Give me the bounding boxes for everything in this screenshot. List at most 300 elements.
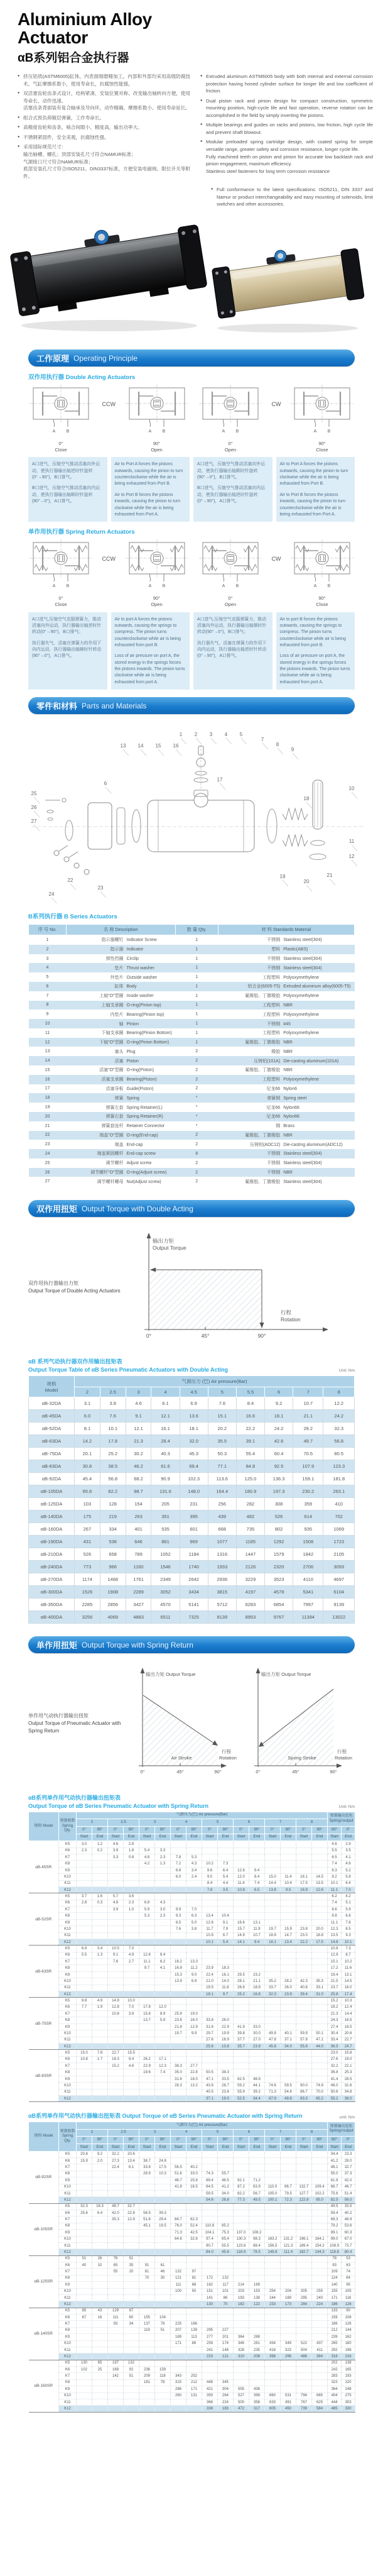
torque-cell: 295 — [296, 2294, 312, 2301]
torque-cell: 169 — [249, 2282, 265, 2288]
part-qty-cell: 1 — [195, 1040, 198, 1045]
torque-cell — [108, 1965, 124, 1971]
torque-cell: 11.1 — [328, 1919, 342, 1925]
model-cell: αB-105SR — [29, 2203, 59, 2255]
torque-cell — [77, 2164, 92, 2171]
torque-cell: 13.4 — [124, 2158, 139, 2164]
torque-cell — [77, 2184, 92, 2190]
torque-cell: 5.0 — [186, 1919, 202, 1925]
torque-cell — [92, 2184, 108, 2190]
torque-cell: 526 — [265, 1511, 293, 1523]
torque-cell — [155, 2242, 171, 2248]
rotation-ccw-label: CCW — [102, 401, 116, 408]
actuator-schematic — [28, 539, 94, 608]
part-no-cell: 2 — [46, 947, 49, 952]
torque-cell — [171, 2197, 186, 2203]
svg-text:A: A — [148, 584, 151, 589]
torque-cell: 2.8 — [77, 1900, 92, 1906]
material-cn: 不锈钢 — [267, 957, 281, 962]
torque-cell — [218, 1900, 234, 1906]
torque-cell — [249, 2203, 265, 2210]
torque-cell: 33.5 — [218, 2076, 234, 2082]
torque-cell: 99.0 — [328, 2236, 342, 2242]
torque-cell — [312, 2171, 328, 2177]
part-name-en: Outside washer — [126, 975, 158, 980]
part-material-cell — [218, 982, 354, 991]
torque-cell: 71.3 — [171, 2230, 186, 2236]
part-name-cell — [67, 954, 176, 964]
torque-cell — [265, 2177, 281, 2184]
torque-cell: 27.3 — [108, 2158, 124, 2164]
torque-cell: 17.2 — [328, 1965, 342, 1971]
torque-cell — [218, 2269, 234, 2275]
svg-text:90°: 90° — [214, 1769, 222, 1775]
torque-cell: 265 — [328, 2340, 342, 2347]
torque-cell: 6.3 — [186, 1913, 202, 1919]
torque-cell: 12.9 — [124, 2216, 139, 2223]
torque-cell: 171 — [171, 2340, 186, 2347]
torque-cell: 20.1 — [75, 1448, 100, 1460]
torque-cell: 9139 — [323, 1599, 355, 1611]
torque-cell — [92, 1913, 108, 1919]
torque-cell — [108, 2379, 124, 2386]
torque-cell: 182.7 — [296, 2249, 312, 2255]
table-row — [29, 1460, 355, 1473]
torque-cell: 33.0 — [249, 2023, 265, 2030]
torque-cell — [139, 2249, 155, 2255]
angle-label: 90° — [153, 441, 161, 447]
torque-cell — [108, 2301, 124, 2308]
torque-cell — [234, 2360, 249, 2366]
torque-cell: 121 — [171, 2275, 186, 2281]
part-qty-cell: 1 — [195, 947, 198, 952]
torque-cell: 21.1 — [249, 1978, 265, 1984]
torque-cell: 3.1 — [75, 1397, 100, 1410]
torque-cell — [124, 2236, 139, 2242]
double-acting-torque-table — [28, 1375, 355, 1624]
torque-cell — [312, 2023, 328, 2030]
torque-cell — [312, 2230, 328, 2236]
torque-cell: 21.3 — [126, 1435, 151, 1448]
torque-cell: 45.1 — [139, 2223, 155, 2229]
torque-cell: 3.5 — [218, 1886, 234, 1893]
torque-cell: 34.0 — [218, 2190, 234, 2196]
material-cn: 氟橡胶、丁腈橡胶 — [245, 1133, 281, 1138]
angle-label: 0° — [228, 595, 233, 602]
part-no-cell: 24 — [45, 1151, 50, 1156]
torque-cell: 181 — [139, 2379, 155, 2386]
part-name-cell — [67, 1131, 176, 1140]
torque-cell: 1.6 — [92, 1893, 108, 1900]
torque-cell: 40.1 — [281, 2030, 296, 2037]
torque-cell: 183 — [218, 2406, 234, 2412]
torque-cell: 10.4 — [281, 1880, 296, 1886]
deg0-header: 0° — [265, 1826, 281, 1834]
spring-qty-cell: K7 — [59, 2164, 77, 2171]
air-stroke-chart — [124, 1659, 239, 1788]
table-row — [29, 2269, 355, 2275]
torque-cell — [171, 1946, 186, 1952]
torque-cell: 12.3 — [155, 2063, 171, 2069]
spring-qty-cell: K6 — [59, 2262, 77, 2269]
torque-cell: 24.2 — [265, 1423, 293, 1435]
end-header: End — [186, 1834, 202, 1841]
parts-materials-table — [28, 924, 355, 1186]
torque-cell: 3.4 — [92, 1946, 108, 1952]
model-cell: αB-83DA — [29, 1460, 75, 1473]
part-name-cn: 弹簧左套 — [105, 1105, 124, 1110]
torque-cell: 31.6 — [342, 2083, 355, 2089]
torque-cell — [171, 1998, 186, 2004]
torque-cell: 69.4 — [202, 2177, 218, 2184]
torque-cell — [249, 1900, 265, 1906]
torque-cell: 935 — [293, 1523, 323, 1536]
part-callout-6: 6 — [104, 781, 107, 787]
torque-cell: 658 — [100, 1548, 126, 1561]
table-row — [29, 2308, 355, 2314]
torque-cell — [108, 2392, 124, 2399]
da-torque-chart-svg — [124, 1223, 350, 1348]
torque-cell: 12.1 — [126, 1423, 151, 1435]
part-name-cell — [67, 1001, 176, 1010]
torque-cell — [281, 1952, 296, 1958]
torque-cell — [124, 1971, 139, 1978]
torque-cell — [202, 1946, 218, 1952]
torque-cell: 139 — [186, 2327, 202, 2333]
table-row — [29, 991, 355, 1001]
torque-cell: 4.6 — [124, 2063, 139, 2069]
part-name-cell — [67, 1065, 176, 1075]
pressure-value-header: 4 — [151, 1387, 180, 1397]
torque-cell: 59.9 — [296, 2030, 312, 2037]
torque-cell — [202, 1847, 218, 1854]
torque-cell — [124, 1991, 139, 1997]
table-row — [29, 2399, 355, 2405]
torque-cell: 6.5 — [328, 1854, 342, 1861]
angle-label: 0° — [58, 595, 63, 602]
torque-cell — [234, 2203, 249, 2210]
torque-cell: 51.4 — [342, 2190, 355, 2196]
table-row — [29, 1047, 355, 1056]
torque-cell — [218, 2203, 234, 2210]
torque-cell: 231 — [180, 1498, 208, 1511]
torque-cell: 19.0 — [186, 2011, 202, 2017]
torque-cell — [218, 2367, 234, 2373]
part-no-cell: 21 — [45, 1123, 50, 1128]
deg90-header: 90° — [281, 2137, 296, 2144]
torque-cell: 72.3 — [281, 2197, 296, 2203]
torque-cell — [77, 2406, 92, 2412]
torque-cell: 10.4 — [218, 1913, 234, 1919]
torque-cell: 51 — [124, 2255, 139, 2262]
table-row — [29, 1867, 355, 1873]
torque-cell — [202, 2011, 218, 2017]
torque-cell: 283 — [328, 2373, 342, 2379]
part-callout-11: 11 — [348, 839, 355, 845]
torque-cell: 69.4 — [180, 1460, 208, 1473]
torque-cell: 1.9 — [92, 2004, 108, 2010]
torque-cell — [265, 2069, 281, 2076]
torque-cell — [281, 2308, 296, 2314]
torque-cell: 14.9 — [234, 1932, 249, 1939]
model-cell: αB-105DA — [29, 1485, 75, 1498]
torque-cell — [234, 2210, 249, 2216]
torque-cell — [281, 2158, 296, 2164]
torque-cell: 6.7 — [218, 1932, 234, 1939]
deg90-header: 90° — [249, 2137, 265, 2144]
torque-cell — [265, 1965, 281, 1971]
torque-cell: 5.3 — [186, 1854, 202, 1861]
torque-cell: 49.5 — [249, 2197, 265, 2203]
torque-cell: 122 — [249, 2301, 265, 2308]
material-cn: 橡胶 — [271, 1049, 281, 1054]
torque-cell: 61.9 — [328, 2177, 342, 2184]
torque-cell: 108.2 — [249, 2230, 265, 2236]
torque-cell: 55.5 — [218, 2242, 234, 2248]
torque-cell: 2706 — [293, 1561, 323, 1573]
torque-cell — [296, 1959, 312, 1965]
torque-cell: 32.7 — [342, 2164, 355, 2171]
torque-cell — [124, 2230, 139, 2236]
torque-cell: 2856 — [100, 1599, 126, 1611]
torque-cell: 77.1 — [208, 1460, 236, 1473]
torque-cell: 197.3 — [265, 1485, 293, 1498]
torque-cell — [312, 2004, 328, 2010]
torque-cell — [139, 2386, 155, 2392]
torque-cell: 8.4 — [249, 1874, 265, 1880]
pressure-value-header: 2.5 — [108, 2129, 139, 2137]
torque-cell: 54.6 — [281, 2089, 296, 2095]
svg-text:行程: 行程 — [222, 1749, 231, 1755]
part-name-cn: 外垫片 — [110, 975, 124, 980]
part-name-cell — [67, 1112, 176, 1121]
torque-cell — [296, 2210, 312, 2216]
torque-cell: 6.0 — [171, 1874, 186, 1880]
torque-cell — [202, 2308, 218, 2314]
torque-cell — [296, 2223, 312, 2229]
torque-cell — [249, 1952, 265, 1958]
torque-cell — [124, 1984, 139, 1991]
torque-cell — [155, 2043, 171, 2049]
spring-qty-cell: K5 — [59, 1893, 77, 1900]
torque-cell: 5.4 — [218, 1939, 234, 1945]
torque-cell: 15.0 — [77, 2050, 92, 2056]
torque-cell — [92, 2340, 108, 2347]
state-label: Close — [316, 447, 328, 453]
torque-cell: 49.9 — [265, 2030, 281, 2037]
torque-cell — [139, 2340, 155, 2347]
torque-cell — [77, 1913, 92, 1919]
deg0-header: 0° — [139, 2137, 155, 2144]
part-callout-15: 15 — [155, 743, 161, 749]
spring-qty-cell: K10 — [59, 2030, 77, 2037]
material-cn: 不锈钢 — [267, 1152, 281, 1157]
torque-cell — [296, 1907, 312, 1913]
torque-cell: 3.8 — [100, 1397, 126, 1410]
torque-cell — [202, 1998, 218, 2004]
torque-cell — [155, 1971, 171, 1978]
torque-cell — [108, 2294, 124, 2301]
da-table-head — [29, 1376, 355, 1397]
table-row — [29, 2050, 355, 2056]
spring-qty-cell: K10 — [59, 2236, 77, 2242]
torque-cell: 131 — [186, 2392, 202, 2399]
torque-cell: 60.3 — [342, 2230, 355, 2236]
torque-cell: 277 — [202, 2334, 218, 2340]
section-parts-materials — [28, 697, 355, 714]
torque-cell — [139, 1841, 155, 1847]
torque-cell: 32.6 — [186, 2236, 202, 2242]
spring-return-schematic-icon — [291, 539, 353, 592]
torque-cell: 17.8 — [100, 1435, 126, 1448]
spring-qty-cell: K12 — [59, 2301, 77, 2308]
torque-cell: 130 — [202, 2301, 218, 2308]
torque-cell — [139, 2230, 155, 2236]
part-name-cn: 调节螺杆 — [105, 1161, 124, 1166]
torque-cell — [265, 1919, 281, 1925]
part-name-cn: 端盖"O"型圈 — [99, 1133, 124, 1138]
part-callout-23: 23 — [97, 885, 104, 891]
torque-cell — [281, 2177, 296, 2184]
torque-cell — [312, 1900, 328, 1906]
torque-cell — [296, 1919, 312, 1925]
torque-cell — [234, 2315, 249, 2321]
torque-cell — [186, 2004, 202, 2010]
torque-cell: 19.6 — [139, 2069, 155, 2076]
part-callout-16: 16 — [173, 743, 179, 749]
torque-cell: 15.8 — [342, 2050, 355, 2056]
torque-cell — [312, 2017, 328, 2023]
torque-cell: 7.3 — [342, 1946, 355, 1952]
torque-cell — [296, 2262, 312, 2269]
rotation-cw-label: CW — [271, 401, 281, 408]
spring-qty-cell: K10 — [59, 2184, 77, 2190]
spring-qty-cell: K7 — [59, 2063, 77, 2069]
table-row — [29, 2334, 355, 2340]
pressure-value-header: 8 — [296, 2129, 328, 2137]
torque-cell — [218, 1841, 234, 1847]
torque-cell — [202, 2056, 218, 2062]
torque-cell: 63 — [342, 2262, 355, 2269]
state-label: Open — [224, 602, 237, 608]
torque-cell — [155, 1939, 171, 1945]
end-header: End — [92, 1834, 108, 1841]
torque-cell — [202, 2004, 218, 2010]
torque-cell: 359 — [293, 1498, 323, 1511]
section-title-en: Parts and Materials — [82, 701, 147, 710]
torque-cell: 8.6 — [328, 1907, 342, 1913]
table-row — [29, 2177, 355, 2184]
torque-cell — [249, 2158, 265, 2164]
torque-cell: 491 — [281, 2399, 296, 2405]
torque-cell: 19.7 — [171, 2030, 186, 2037]
torque-cell: 18.1 — [265, 1939, 281, 1945]
table-row — [29, 2294, 355, 2301]
torque-cell — [124, 2301, 139, 2308]
spring-qty-cell: K8 — [59, 2223, 77, 2229]
torque-cell: 25.6 — [202, 2043, 218, 2049]
torque-cell: 31.6 — [171, 2076, 186, 2082]
torque-cell — [124, 2392, 139, 2399]
torque-cell: 32.3 — [323, 1423, 355, 1435]
torque-cell — [296, 2017, 312, 2023]
torque-cell: 230.2 — [293, 1485, 323, 1498]
torque-cell: 9.2 — [265, 1397, 293, 1410]
torque-cell: 92 — [124, 2367, 139, 2373]
torque-cell — [171, 2089, 186, 2095]
torque-cell: 100.1 — [265, 2197, 281, 2203]
torque-cell: 4.4 — [218, 1880, 234, 1886]
end-header: End — [124, 1834, 139, 1841]
torque-cell: 1174 — [75, 1573, 100, 1586]
torque-cell: 14.4 — [265, 1880, 281, 1886]
spring-qty-cell: K10 — [59, 1978, 77, 1984]
torque-cell: 317 — [249, 2406, 265, 2412]
torque-cell: 28.3 — [171, 2083, 186, 2089]
torque-cell: 633 — [265, 2399, 281, 2405]
torque-cell: 1740 — [180, 1561, 208, 1573]
material-en: #45 — [283, 1021, 291, 1027]
torque-cell: 164.4 — [208, 1485, 236, 1498]
torque-cell: 56.5 — [171, 2164, 186, 2171]
torque-cell: 39.8 — [234, 2030, 249, 2037]
actuator-schematic — [124, 385, 190, 453]
torque-cell — [202, 2321, 218, 2327]
torque-cell — [92, 2011, 108, 2017]
part-qty-cell: 1 — [195, 975, 198, 980]
torque-cell — [296, 1854, 312, 1861]
torque-cell — [77, 1991, 92, 1997]
torque-cell: 12.6 — [312, 1886, 328, 1893]
table-row — [29, 2353, 355, 2360]
torque-cell: 12.6 — [139, 1952, 155, 1958]
part-name-en: Spring Retainer(R) — [126, 1115, 163, 1120]
svg-text:A: A — [148, 429, 151, 434]
torque-cell: 240 — [312, 2294, 328, 2301]
part-name-cell — [67, 1177, 176, 1186]
torque-cell: 9.1 — [108, 1952, 124, 1958]
torque-cell: 4.9 — [92, 1998, 108, 2004]
model-column-header: 规格 Model — [29, 1376, 75, 1397]
torque-cell — [108, 2230, 124, 2236]
part-material-cell — [218, 954, 354, 964]
torque-cell — [139, 2151, 155, 2157]
torque-cell — [312, 2210, 328, 2216]
torque-cell — [108, 1913, 124, 1919]
torque-cell: 527 — [234, 2392, 249, 2399]
table-row — [29, 1149, 355, 1159]
torque-cell — [171, 2242, 186, 2248]
description-paragraph: Air to Port A forces the pistons outwards, causing the pinion to turn clockwise while the air is being exhausted from Port B. — [279, 462, 348, 487]
torque-cell — [249, 2216, 265, 2223]
operating-description-box — [193, 612, 272, 690]
state-label: Close — [55, 447, 67, 453]
torque-cell — [155, 1841, 171, 1847]
spring-return-schematic-icon — [126, 539, 188, 592]
torque-cell — [296, 2379, 312, 2386]
torque-cell — [234, 2164, 249, 2171]
torque-cell — [124, 2197, 139, 2203]
torque-cell — [281, 1847, 296, 1854]
torque-cell: 74.9 — [312, 2083, 328, 2089]
model-cell: αB-52SR — [29, 1893, 59, 1946]
torque-cell: 123.6 — [234, 2242, 249, 2248]
table-row — [29, 2216, 355, 2223]
end-header: End — [218, 1834, 234, 1841]
torque-cell — [139, 1926, 155, 1932]
torque-cell: 107.9 — [293, 1460, 323, 1473]
torque-cell — [155, 2288, 171, 2294]
